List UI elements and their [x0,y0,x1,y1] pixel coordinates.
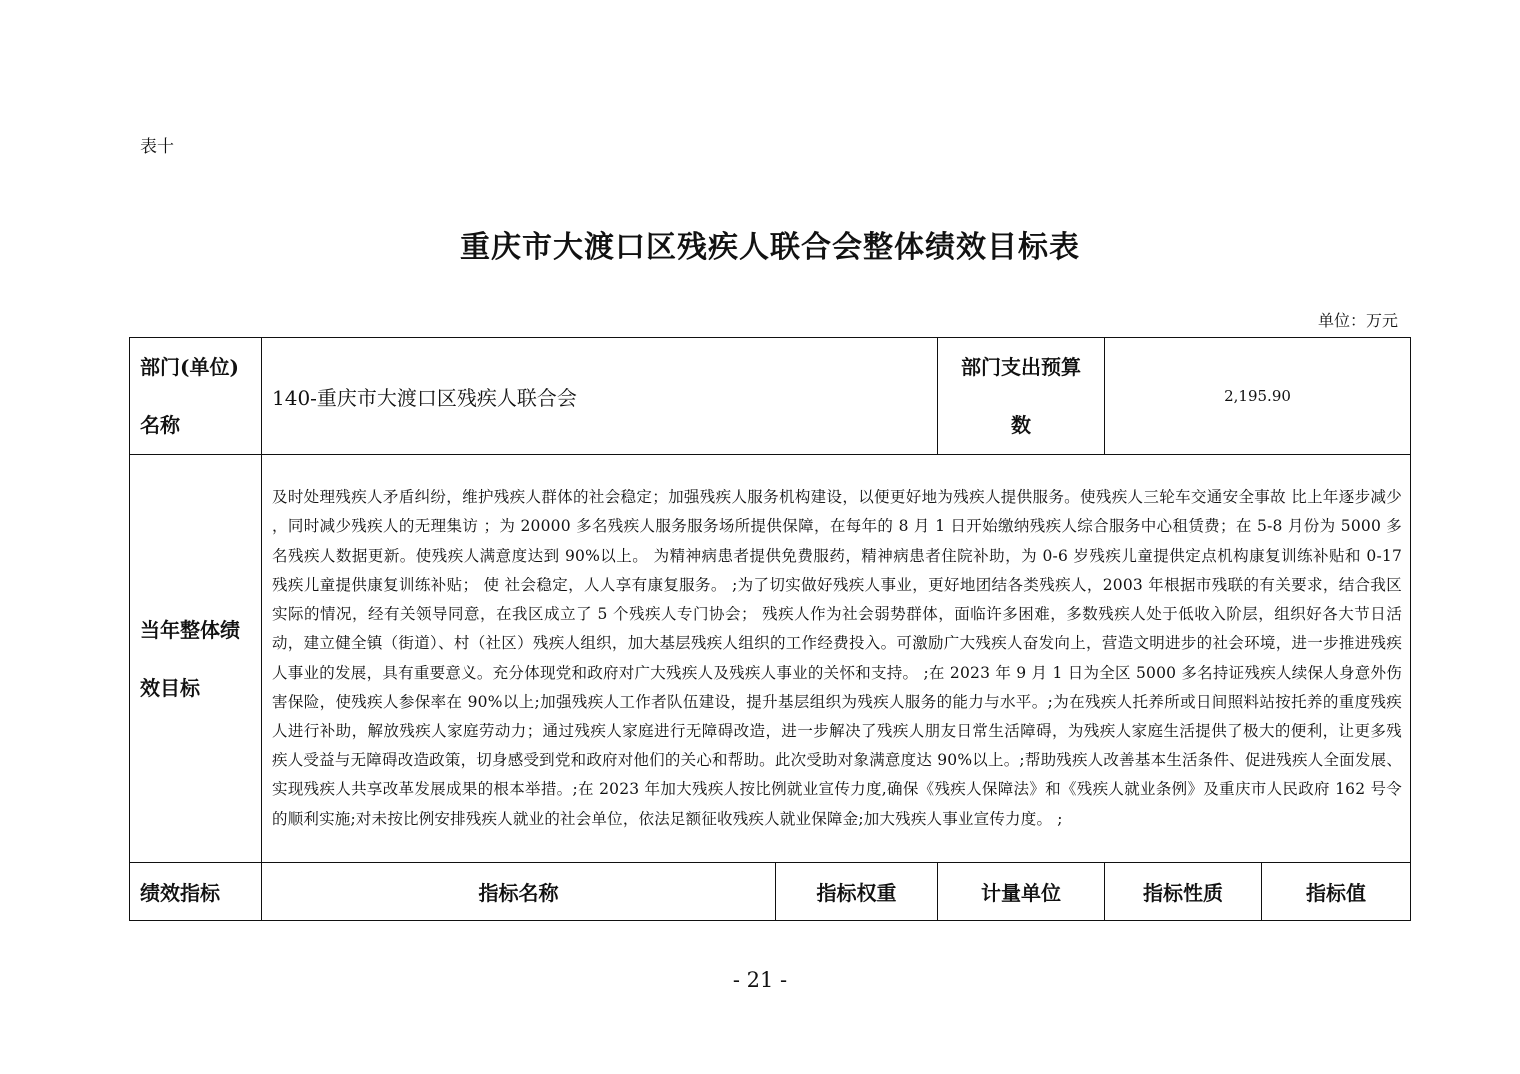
dept-name: 140-重庆市大渡口区残疾人联合会 [262,338,938,455]
indicator-header-row [130,863,1411,921]
goal-label-line1: 当年整体绩 [140,617,240,642]
page-title: 重庆市大渡口区残疾人联合会整体绩效目标表 [460,230,1080,265]
indicator-name-header: 指标名称 [262,863,776,921]
dept-label-cell [130,338,262,455]
budget-label-line1: 部门支出预算 [961,355,1081,379]
dept-label-line1: 部门(单位) [140,355,239,379]
goal-row [130,455,1411,863]
table-label: 表十 [140,137,174,157]
goal-label-cell [130,455,262,863]
budget-value: 2,195.90 [1105,338,1411,455]
dept-label-line2: 名称 [140,413,180,437]
goal-text: 及时处理残疾人矛盾纠纷，维护残疾人群体的社会稳定；加强残疾人服务机构建设，以便更好地为残疾人提供服务。使残疾人三轮车交通安全事故 比上年逐步减少 ，同时减少残疾人的无理集访 ；为 20000 多名残疾人服务服务场所提供保障，在每年的 8 月 1 日开始缴纳残疾人综合服务中心租赁费；在 5-8 月份为 5000 多名残疾人数据更新。使残疾人满意度达到 90%以上。 为精神病患者提供免费服药，精神病患者住院补助，为 0-6 岁残疾儿童提供定点机构康复训练补贴和 0-17 残疾儿童提供康复训练补贴； 使 社会稳定，人人享有康复服务。 ;为了切实做好残疾人事业，更好地团结各类残疾人，2003 年根据市残联的有关要求，结合我区实际的情况，经有关领导同意，在我区成立了 5 个残疾人专门协会； 残疾人作为社会弱势群体，面临许多困难，多数残疾人处于低收入阶层，组织好各大节日活动，建立健全镇（街道）、村（社区）残疾人组织，加大基层残疾人组织的工作经费投入。可激励广大残疾人奋发向上，营造文明进步的社会环境，进一步推进残疾人事业的发展，具有重要意义。充分体现党和政府对广大残疾人及残疾人事业的关怀和支持。 ;在 2023 年 9 月 1 日为全区 5000 多名持证残疾人续保人身意外伤害保险，使残疾人参保率在 90%以上;加强残疾人工作者队伍建设，提升基层组织为残疾人服务的能力与水平。;为在残疾人托养所或日间照料站按托养的重度残疾人进行补助，解放残疾人家庭劳动力；通过残疾人家庭进行无障碍改造，进一步解决了残疾人朋友日常生活障碍，为残疾人家庭生活提供了极大的便利，让更多残疾人受益与无障碍改造政策，切身感受到党和政府对他们的关心和帮助。此次受助对象满意度达 90%以上。;帮助残疾人改善基本生活条件、促进残疾人全面发展、实现残疾人共享改革发展成果的根本举措。;在 2023 年加大残疾人按比例就业宣传力度,确保《残疾人保障法》和《残疾人就业条例》及重庆市人民政府 162 号令的顺利实施;对未按比例安排残疾人就业的社会单位，依法足额征收残疾人就业保障金;加大残疾人事业宣传力度。 ; [262,455,1411,863]
indicator-value-header: 指标值 [1262,863,1411,921]
indicator-section-label: 绩效指标 [130,863,262,921]
indicator-nature-header: 指标性质 [1105,863,1262,921]
unit-label: 单位：万元 [1317,311,1398,330]
goal-label-line2: 效目标 [140,675,200,700]
performance-table [129,337,1411,921]
indicator-weight-header: 指标权重 [776,863,938,921]
page-number: - 21 - [732,968,788,992]
indicator-unit-header: 计量单位 [938,863,1105,921]
budget-label-line2: 数 [1011,413,1031,437]
dept-row [130,338,1411,455]
budget-label-cell [938,338,1105,455]
